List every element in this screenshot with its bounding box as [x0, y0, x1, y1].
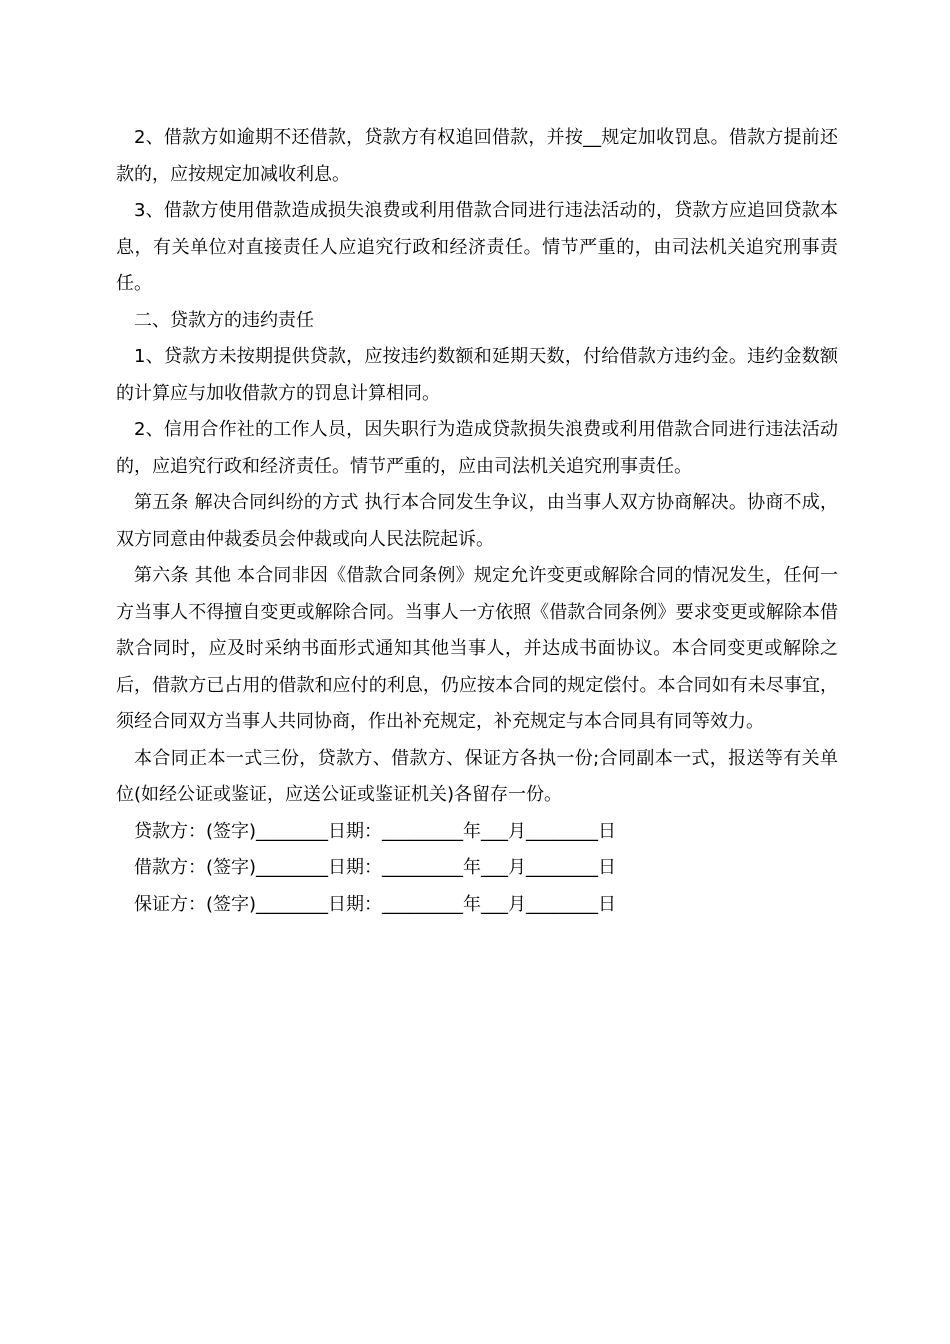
clause-late-provision: 1、贷款方未按期提供贷款，应按违约数额和延期天数，付给借款方违约金。违约金数额的计算应与加收借款方的罚息计算相同。 [116, 346, 838, 404]
contract-page [116, 120, 838, 923]
signature-line-borrower: 借款方：(签字)________日期：_________年___月________日 [134, 857, 617, 878]
signature-line-lender: 贷款方：(签字)________日期：_________年___月________日 [134, 820, 617, 842]
section-heading-lender-liability: 二、贷款方的违约责任 [134, 309, 314, 331]
clause-staff-negligence: 2、信用合作社的工作人员，因失职行为造成贷款损失浪费或利用借款合同进行违法活动的，应追究行政和经济责任。情节严重的，应由司法机关追究刑事责任。 [116, 419, 838, 477]
clause-copies: 本合同正本一式三份，贷款方、借款方、保证方各执一份;合同副本一式，报送等有关单位(如经公证或鉴证，应送公证或鉴证机关)各留存一份。 [116, 747, 838, 805]
clause-late-repayment: 2、借款方如逾期不还借款，贷款方有权追回借款，并按__规定加收罚息。借款方提前还款的，应按规定加减收利息。 [116, 127, 838, 185]
article-six-other: 第六条 其他 本合同非因《借款合同条例》规定允许变更或解除合同的情况发生，任何一方当事人不得擅自变更或解除合同。当事人一方依照《借款合同条例》要求变更或解除本借款合同时，应及时采纳书面形式通知其他当事人，并达成书面协议。本合同变更或解除之后，借款方已占用的借款和应付的利息，仍应按本合同的规定偿付。本合同如有未尽事宜，须经合同双方当事人共同协商，作出补充规定，补充规定与本合同具有同等效力。 [116, 565, 838, 732]
article-five-dispute-resolution: 第五条 解决合同纠纷的方式 执行本合同发生争议，由当事人双方协商解决。协商不成，双方同意由仲裁委员会仲裁或向人民法院起诉。 [116, 492, 838, 550]
clause-misuse-of-loan: 3、借款方使用借款造成损失浪费或利用借款合同进行违法活动的，贷款方应追回贷款本息，有关单位对直接责任人应追究行政和经济责任。情节严重的，由司法机关追究刑事责任。 [116, 200, 838, 294]
signature-line-guarantor: 保证方：(签字)________日期：_________年___月________日 [134, 893, 617, 915]
